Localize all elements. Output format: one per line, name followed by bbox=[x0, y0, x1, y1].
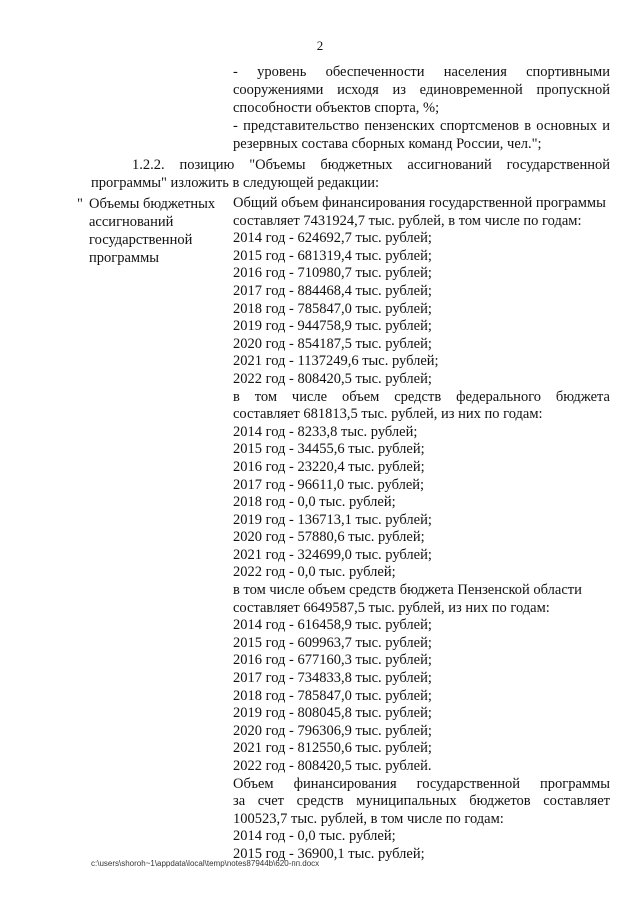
funding-line: 2021 год - 812550,6 тыс. рублей; bbox=[233, 740, 432, 757]
funding-line: составляет 681813,5 тыс. рублей, из них по годам: bbox=[233, 406, 543, 423]
funding-line: 2019 год - 944758,9 тыс. рублей; bbox=[233, 318, 432, 335]
funding-line: в том числе объем средств федерального бюджета bbox=[233, 388, 610, 405]
funding-line: Объем финансирования государственной программы bbox=[233, 775, 610, 792]
label-line: программы bbox=[89, 250, 159, 266]
funding-line: 2018 год - 0,0 тыс. рублей; bbox=[233, 494, 396, 511]
funding-line: 2017 год - 884468,4 тыс. рублей; bbox=[233, 282, 432, 299]
funding-line: в том числе объем средств бюджета Пензенской области bbox=[233, 582, 582, 599]
funding-line: 2019 год - 808045,8 тыс. рублей; bbox=[233, 705, 432, 722]
label-line: Объемы бюджетных bbox=[89, 196, 216, 212]
indicator-item: - уровень обеспеченности населения спортивными сооружениями исходя из единовременной пропускной способности объектов спорта, %; bbox=[233, 64, 610, 116]
section-1-2-2-paragraph: 1.2.2. позицию "Объемы бюджетных ассигнований государственной программы" изложить в следующей редакции: bbox=[91, 157, 610, 191]
funding-line: 2022 год - 808420,5 тыс. рублей; bbox=[233, 370, 432, 387]
funding-line: составляет 7431924,7 тыс. рублей, в том числе по годам: bbox=[233, 212, 582, 229]
funding-line: Общий объем финансирования государственной программы bbox=[233, 195, 606, 211]
page-number: 2 bbox=[316, 38, 324, 53]
funding-line: 2017 год - 96611,0 тыс. рублей; bbox=[233, 476, 425, 493]
indicator-list bbox=[233, 63, 610, 153]
funding-line: 2015 год - 609963,7 тыс. рублей; bbox=[233, 634, 432, 651]
funding-line: 2018 год - 785847,0 тыс. рублей; bbox=[233, 687, 432, 704]
funding-line: 2022 год - 0,0 тыс. рублей; bbox=[233, 564, 396, 581]
label-line: государственной bbox=[89, 232, 193, 248]
funding-line: за счет средств муниципальных бюджетов составляет bbox=[233, 793, 610, 810]
funding-line: 2016 год - 710980,7 тыс. рублей; bbox=[233, 265, 432, 282]
funding-line: 2020 год - 57880,6 тыс. рублей; bbox=[233, 529, 425, 546]
funding-line: 2021 год - 1137249,6 тыс. рублей; bbox=[233, 353, 439, 370]
indicator-item: - представительство пензенских спортсменов в основных и резервных состава сборных команд России, чел."; bbox=[233, 118, 610, 152]
opening-quote-mark: " bbox=[77, 196, 83, 212]
funding-line: 2014 год - 8233,8 тыс. рублей; bbox=[233, 423, 418, 440]
funding-line: 2014 год - 624692,7 тыс. рублей; bbox=[233, 230, 432, 247]
funding-line: 100523,7 тыс. рублей, в том числе по годам: bbox=[233, 810, 504, 827]
funding-line: 2014 год - 616458,9 тыс. рублей; bbox=[233, 617, 432, 634]
funding-line: 2014 год - 0,0 тыс. рублей; bbox=[233, 828, 396, 845]
budget-label-cell bbox=[89, 195, 229, 267]
file-path-footer: c:\users\shoroh~1\appdata\local\temp\notes87944b\620-пп.docx bbox=[91, 859, 320, 868]
funding-line: 2022 год - 808420,5 тыс. рублей. bbox=[233, 758, 432, 774]
funding-line: 2015 год - 36900,1 тыс. рублей; bbox=[233, 845, 425, 862]
funding-line: 2017 год - 734833,8 тыс. рублей; bbox=[233, 670, 432, 687]
label-line: ассигнований bbox=[89, 214, 174, 230]
funding-line: составляет 6649587,5 тыс. рублей, из них по годам: bbox=[233, 599, 550, 616]
budget-value-cell bbox=[233, 195, 610, 864]
funding-line: 2016 год - 677160,3 тыс. рублей; bbox=[233, 652, 432, 669]
funding-line: 2015 год - 34455,6 тыс. рублей; bbox=[233, 441, 425, 458]
funding-line: 2015 год - 681319,4 тыс. рублей; bbox=[233, 247, 432, 264]
funding-line: 2021 год - 324699,0 тыс. рублей; bbox=[233, 546, 432, 563]
funding-line: 2020 год - 854187,5 тыс. рублей; bbox=[233, 335, 432, 352]
funding-line: 2019 год - 136713,1 тыс. рублей; bbox=[233, 511, 432, 528]
funding-line: 2018 год - 785847,0 тыс. рублей; bbox=[233, 300, 432, 317]
funding-line: 2016 год - 23220,4 тыс. рублей; bbox=[233, 458, 425, 475]
funding-line: 2020 год - 796306,9 тыс. рублей; bbox=[233, 722, 432, 739]
